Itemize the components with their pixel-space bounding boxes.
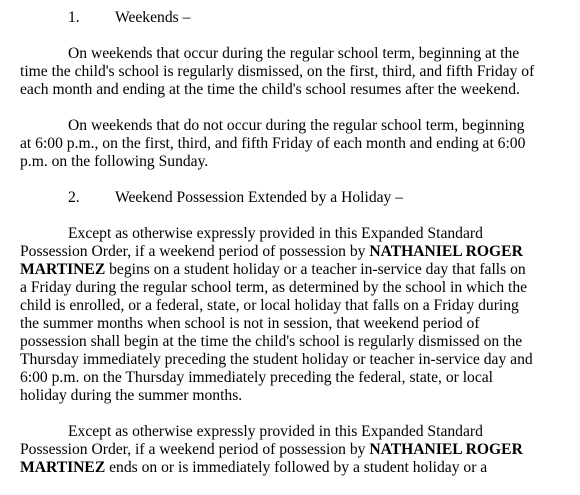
paragraph-line: [20, 441, 540, 459]
paragraph-line: holiday during the summer months.: [20, 387, 243, 404]
paragraph-line: On weekends that do not occur during the regular school term, beginning: [68, 117, 525, 134]
paragraph-line: at 6:00 p.m., on the first, third, and fifth Friday of each month and ending at 6:00: [20, 135, 526, 152]
paragraph-line: [20, 459, 540, 477]
section-heading-holiday-extension: [20, 189, 540, 207]
paragraph-line: 6:00 p.m. on the Thursday immediately preceding the federal, state, or local: [20, 369, 494, 386]
paragraph-line: [20, 243, 540, 261]
section-heading-weekends: [20, 9, 540, 27]
paragraph-regular-term-weekends: [20, 45, 540, 99]
party-name: NATHANIEL ROGER: [369, 441, 523, 458]
section-number: 1.: [68, 9, 80, 26]
paragraph-line: Except as otherwise expressly provided in this Expanded Standard: [68, 423, 483, 440]
document-page: [20, 9, 540, 495]
section-title: Weekends –: [115, 9, 191, 26]
paragraph-line: Except as otherwise expressly provided in this Expanded Standard: [68, 225, 483, 242]
paragraph-line: possession shall begin at the time the child's school is regularly dismissed on the: [20, 333, 523, 350]
paragraph-line: child is enrolled, or a federal, state, or local holiday that falls on a Friday during: [20, 297, 519, 314]
paragraph-line: the summer months when school is not in session, that weekend period of: [20, 315, 480, 332]
party-name: NATHANIEL ROGER: [369, 243, 523, 260]
section-number: 2.: [68, 189, 80, 206]
paragraph-line: [20, 261, 540, 279]
paragraph-line: Thursday immediately preceding the student holiday or teacher in-service day and: [20, 351, 533, 368]
party-name: MARTINEZ: [20, 459, 106, 476]
paragraph-text: Possession Order, if a weekend period of possession by: [20, 441, 370, 458]
paragraph-text: begins on a student holiday or a teacher in-service day that falls on: [105, 261, 526, 278]
paragraph-line: time the child's school is regularly dismissed, on the first, third, and fifth Friday of: [20, 63, 535, 80]
paragraph-line: p.m. on the following Sunday.: [20, 153, 209, 170]
paragraph-text: ends on or is immediately followed by a student holiday or a: [105, 459, 488, 476]
paragraph-holiday-begins: [20, 225, 540, 405]
paragraph-line: a Friday during the regular school term, as determined by the school in which the: [20, 279, 528, 296]
party-name: MARTINEZ: [20, 261, 106, 278]
paragraph-line: On weekends that occur during the regular school term, beginning at the: [68, 45, 520, 62]
paragraph-line: each month and ending at the time the child's school resumes after the weekend.: [20, 81, 520, 98]
paragraph-text: Possession Order, if a weekend period of possession by: [20, 243, 370, 260]
paragraph-holiday-ends: [20, 423, 540, 477]
section-title: Weekend Possession Extended by a Holiday –: [115, 189, 404, 206]
paragraph-non-term-weekends: [20, 117, 540, 171]
